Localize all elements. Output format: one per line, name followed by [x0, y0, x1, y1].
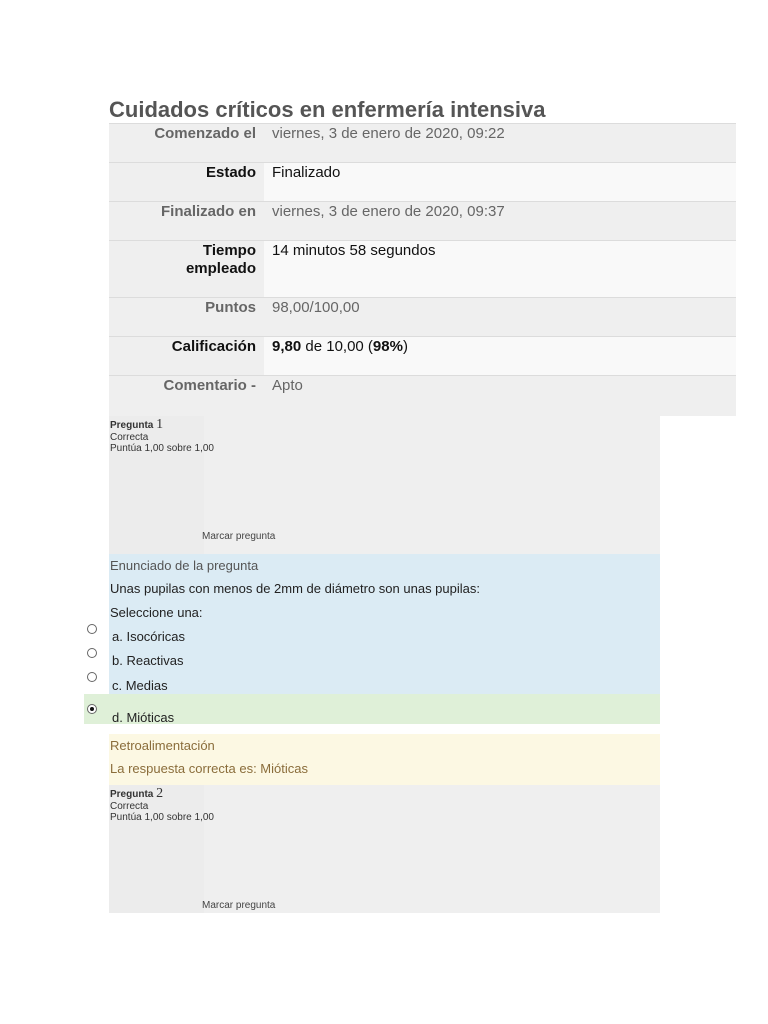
summary-value — [264, 337, 736, 376]
summary-row-time — [109, 240, 736, 298]
feedback-text: La respuesta correcta es: Mióticas — [110, 761, 308, 776]
page-title: Cuidados críticos en enfermería intensiva — [109, 97, 546, 122]
summary-label — [109, 241, 264, 298]
summary-label: Finalizado en — [109, 202, 264, 241]
flag-question-link[interactable]: Marcar pregunta — [202, 531, 276, 542]
summary-label: Puntos — [109, 298, 264, 337]
question-grade: Puntúa 1,00 sobre 1,00 — [110, 443, 214, 454]
summary-value: 14 minutos 58 segundos — [264, 241, 736, 298]
select-prompt: Seleccione una: — [110, 605, 203, 620]
question-info-1 — [109, 416, 660, 554]
question-info-2 — [109, 785, 660, 913]
question-number-value: 1 — [156, 417, 164, 432]
summary-value: viernes, 3 de enero de 2020, 09:37 — [264, 202, 736, 241]
summary-row-grade — [109, 336, 736, 376]
grade-percent: 98% — [372, 338, 403, 355]
question-state: Correcta — [110, 801, 149, 812]
question-prefix: Pregunta — [110, 789, 157, 800]
option-c-radio[interactable] — [87, 672, 97, 682]
summary-label-line: Tiempo — [202, 242, 256, 259]
summary-label: Comentario - — [109, 376, 264, 416]
grade-close: ) — [402, 338, 408, 355]
summary-label: Comenzado el — [109, 124, 264, 163]
question-heading: Enunciado de la pregunta — [110, 558, 259, 573]
summary-row-points — [109, 297, 736, 337]
summary-row-finished — [109, 201, 736, 241]
question-text: Unas pupilas con menos de 2mm de diámetro son unas pupilas: — [110, 581, 480, 596]
option-a-label[interactable]: a. Isocóricas — [112, 629, 185, 644]
summary-row-state — [109, 162, 736, 202]
feedback-heading: Retroalimentación — [110, 738, 215, 753]
question-formulation — [109, 554, 660, 694]
option-d-label[interactable]: d. Mióticas — [112, 710, 175, 725]
question-state: Correcta — [110, 432, 149, 443]
summary-label: Calificación — [109, 337, 264, 376]
option-c-label[interactable]: c. Medias — [112, 678, 168, 693]
grade-of: de 10,00 ( — [301, 338, 373, 355]
flag-question-link[interactable]: Marcar pregunta — [202, 900, 276, 911]
question-feedback — [109, 734, 660, 785]
option-b-label[interactable]: b. Reactivas — [112, 653, 184, 668]
summary-value: 98,00/100,00 — [264, 298, 736, 337]
question-number — [110, 417, 163, 433]
question-number-value: 2 — [156, 786, 164, 801]
summary-row-started — [109, 123, 736, 163]
summary-value: viernes, 3 de enero de 2020, 09:22 — [264, 124, 736, 163]
grade-score: 9,80 — [272, 338, 302, 355]
question-number — [110, 786, 163, 802]
summary-row-comment — [109, 375, 736, 416]
option-a-radio[interactable] — [87, 624, 97, 634]
summary-value: Finalizado — [264, 163, 736, 202]
question-prefix: Pregunta — [110, 420, 157, 431]
summary-label-line: empleado — [185, 260, 256, 277]
summary-label: Estado — [109, 163, 264, 202]
option-b-radio[interactable] — [87, 648, 97, 658]
option-d-radio[interactable] — [87, 704, 97, 714]
summary-value: Apto — [264, 376, 736, 416]
question-grade: Puntúa 1,00 sobre 1,00 — [110, 812, 214, 823]
